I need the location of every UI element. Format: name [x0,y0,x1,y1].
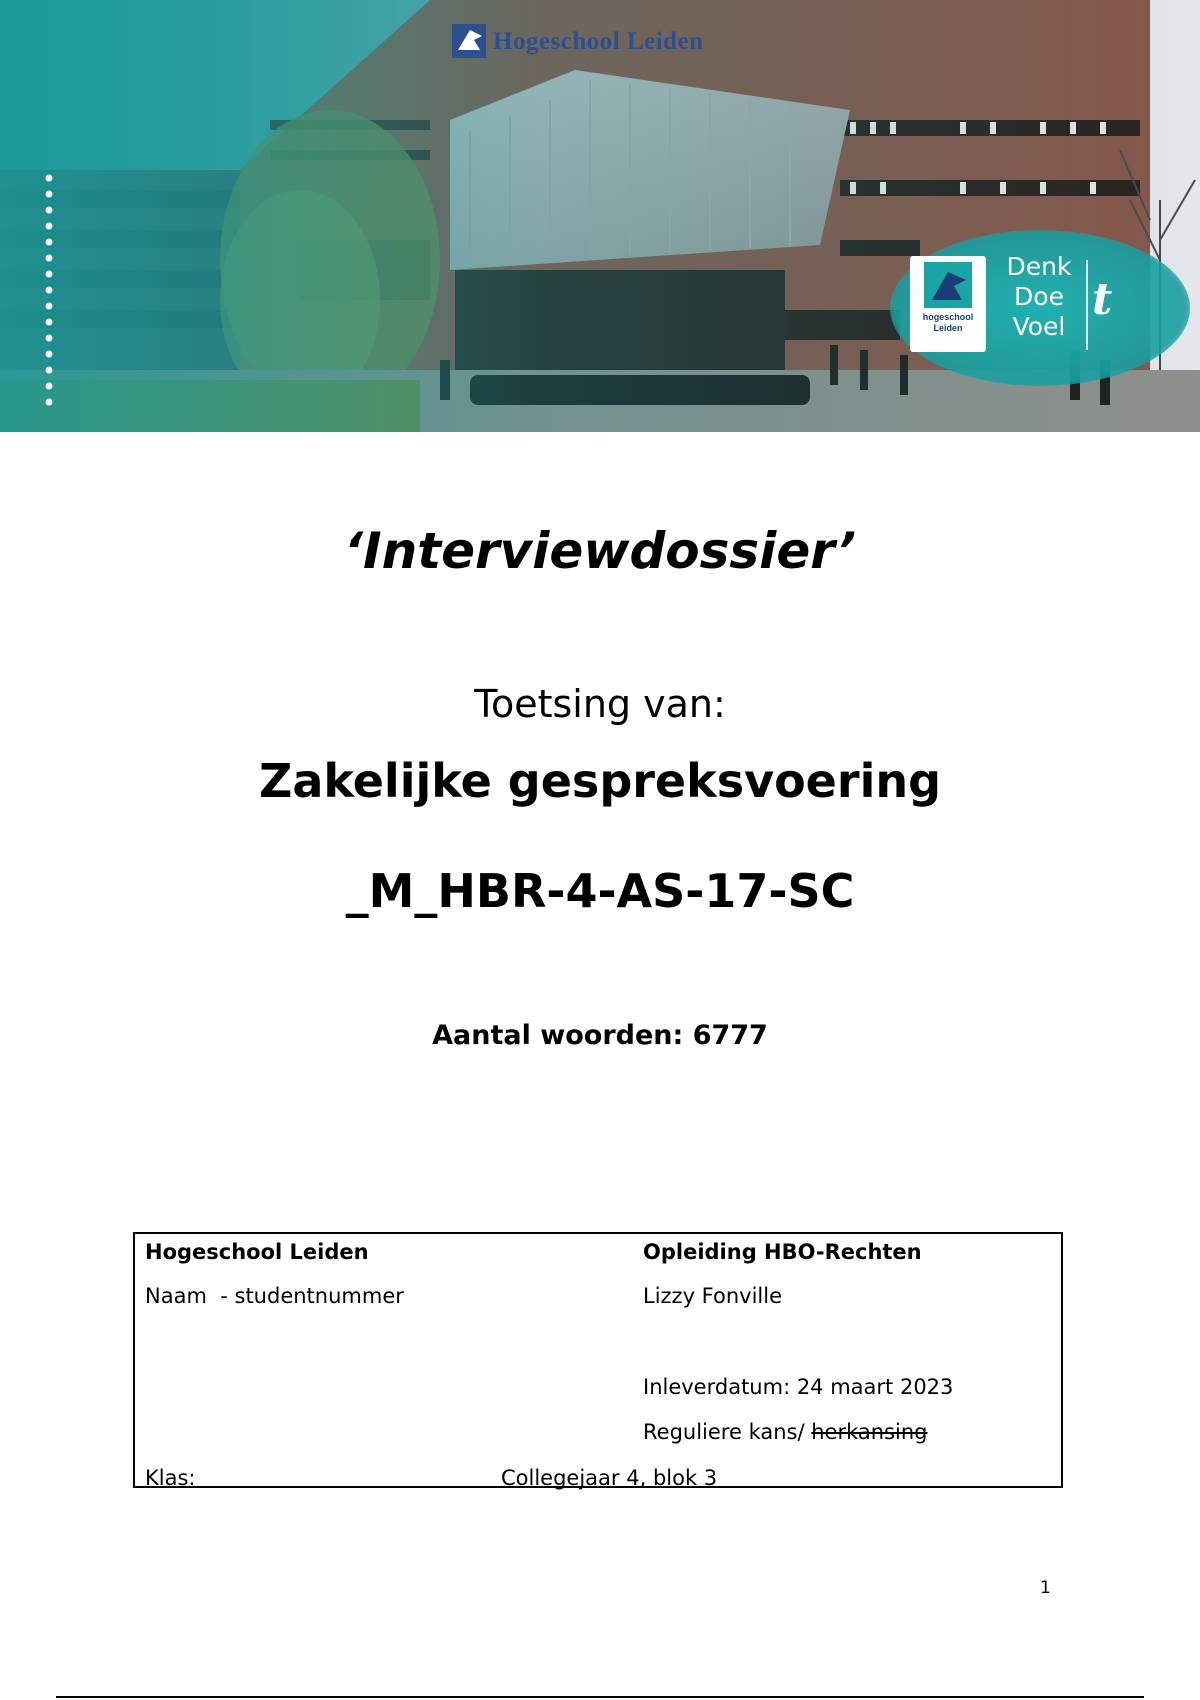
due-date: Inleverdatum: 24 maart 2023 [643,1375,954,1399]
badge-word-doe: Doe [1014,282,1064,311]
subtitle: Toetsing van: [474,682,726,726]
denk-doe-voel-badge [910,252,1150,362]
badge-word-denk: Denk [1006,252,1072,281]
hogeschool-leiden-logo [910,256,986,352]
badge-divider [1086,260,1088,350]
header-photo [0,0,1200,432]
student-name: Lizzy Fonville [643,1284,783,1308]
heron-logo-icon [910,256,986,316]
regular-chance-label: Reguliere kans/ [643,1420,812,1444]
building-sign: Hogeschool Leiden [493,28,704,55]
course-name: Zakelijke gespreksvoering [258,754,942,808]
logo-text-line2: Leiden [933,323,963,333]
word-count: Aantal woorden: 6777 [432,1020,768,1051]
year-block: Collegejaar 4, blok 3 [501,1466,718,1490]
badge-t-mark: t [1092,274,1113,325]
institution-label: Hogeschool Leiden [145,1240,369,1264]
chance-line [643,1420,927,1444]
logo-text-line1: hogeschool [922,312,974,322]
badge-words [994,252,1084,342]
program-label: Opleiding HBO-Rechten [643,1240,922,1264]
campus-building-illustration [0,0,1200,432]
name-label: Naam - studentnummer [145,1284,404,1308]
document-title: ‘Interviewdossier’ [344,522,856,580]
badge-word-voel: Voel [1012,312,1066,341]
course-code: _M_HBR-4-AS-17-SC [345,864,855,918]
page-number: 1 [1040,1578,1051,1598]
class-label: Klas: [145,1466,196,1490]
footer-divider [56,1696,1144,1698]
retake-label-struck: herkansing [811,1420,928,1444]
student-info-box [133,1232,1063,1488]
